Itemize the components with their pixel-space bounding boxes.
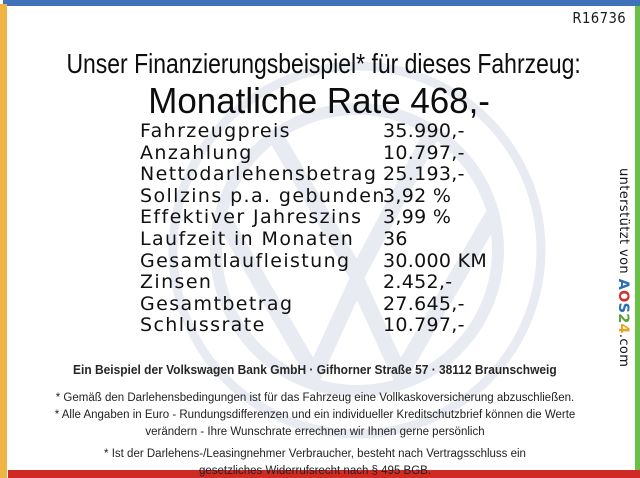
table-row (140, 251, 487, 273)
row-label: Gesamtbetrag (140, 292, 294, 315)
row-value: 10.797,- (383, 314, 465, 337)
table-row (140, 207, 487, 229)
row-label: Schlussrate (140, 314, 266, 337)
row-label: Anzahlung (140, 141, 253, 164)
table-row (140, 186, 487, 208)
table-row (140, 315, 487, 337)
right-border-bar (635, 6, 640, 470)
table-row (140, 143, 487, 165)
row-value: 3,99 % (383, 206, 452, 229)
row-value: 3,92 % (383, 184, 452, 207)
supported-by-label: unterstützt von (616, 168, 631, 279)
row-label: Zinsen (140, 271, 213, 294)
table-row (140, 121, 487, 143)
aos24-domain-suffix: .com (616, 333, 631, 368)
row-label: Laufzeit in Monaten (140, 227, 355, 250)
monthly-rate-text: Monatliche Rate 468,- (148, 80, 490, 121)
table-row (140, 164, 487, 186)
row-value: 10.797,- (383, 141, 465, 164)
aos24-logo (615, 279, 631, 334)
legal-notes (14, 390, 616, 478)
monthly-rate-headline (10, 80, 628, 122)
table-row (140, 294, 487, 316)
legal-note: * Alle Angaben in Euro - Rundungsdifferenzen und ein individueller Kreditschutzbrief können die Werte verändern - Ihre Wunschrate errechnen wir Ihnen gerne persönlich (54, 408, 576, 438)
row-value: 35.990,- (383, 120, 465, 142)
row-value: 25.193,- (383, 163, 465, 186)
row-value: 27.645,- (383, 292, 465, 315)
reference-number: R16736 (572, 9, 626, 27)
row-label: Fahrzeugpreis (140, 120, 291, 142)
financing-table (140, 121, 487, 337)
aos-logo-letters: AOS24 (615, 278, 631, 334)
legal-note: * Ist der Darlehens-/Leasingnehmer Verbraucher, besteht nach Vertragsschluss ein gesetzliches Widerrufsrecht nach § 495 BGB. (104, 448, 526, 478)
row-label: Nettodarlehensbetrag (140, 163, 378, 186)
row-value: 36 (383, 227, 408, 250)
row-label: Effektiver Jahreszins (140, 206, 363, 229)
table-row (140, 272, 487, 294)
bank-address-line: Ein Beispiel der Volkswagen Bank GmbH · Gifhorner Straße 57 · 38112 Braunschweig (73, 362, 557, 377)
offer-title-text: Unser Finanzierungsbeispiel* für dieses Fahrzeug: (66, 48, 581, 79)
top-border-bar (3, 0, 640, 6)
footer (14, 362, 616, 478)
row-value: 2.452,- (383, 271, 453, 294)
supported-by-sidebar (615, 168, 631, 367)
row-label: Sollzins p.a. gebunden (140, 184, 386, 207)
row-label: Gesamtlaufleistung (140, 249, 351, 272)
legal-note: * Gemäß den Darlehensbedingungen ist für das Fahrzeug eine Vollkaskoversicherung abzuschließen. (55, 392, 575, 404)
left-border-bar (0, 4, 7, 478)
offer-title (10, 48, 628, 80)
table-row (140, 229, 487, 251)
row-value: 30.000 KM (383, 249, 488, 272)
